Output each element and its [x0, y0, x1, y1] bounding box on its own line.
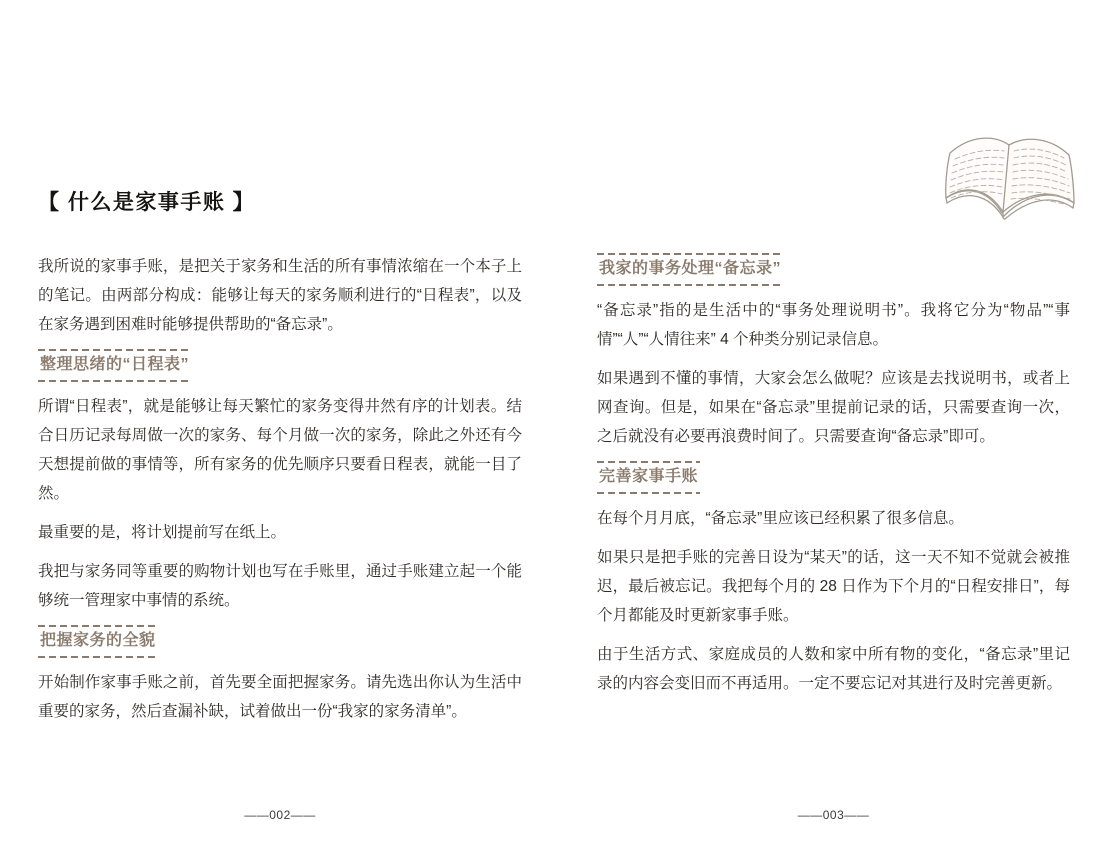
paragraph: 所谓“日程表”，就是能够让每天繁忙的家务变得井然有序的计划表。结合日历记录每周做一次的家务、每个月做一次的家务，除此之外还有今天想提前做的事情等，所有家务的优先顺序只要看日程表，就能一目了然。	[38, 398, 522, 502]
notebook-illustration	[933, 124, 1083, 236]
paragraph: 我把与家务同等重要的购物计划也写在手账里，通过手账建立起一个能够统一管理家中事情的系统。	[38, 563, 522, 609]
paragraph: 最重要的是，将计划提前写在纸上。	[38, 524, 287, 541]
paragraph: 我所说的家事手账，是把关于家务和生活的所有事情浓缩在一个本子上的笔记。由两部分构成：能够让每天的家务顺利进行的“日程表”，以及在家务遇到困难时能够提供帮助的“备忘录”。	[38, 258, 522, 333]
paragraph: 在每个月月底，“备忘录”里应该已经积累了很多信息。	[597, 510, 964, 527]
open-notebook-icon	[933, 124, 1083, 236]
paragraph: 由于生活方式、家庭成员的人数和家中所有物的变化，“备忘录”里记录的内容会变旧而不再适用。一定不要忘记对其进行及时完善更新。	[597, 646, 1070, 692]
right-page-column	[597, 243, 1070, 708]
page-number-left: ——002——	[244, 808, 316, 822]
page-title: 【 什么是家事手账 】	[38, 191, 256, 215]
paragraph: 开始制作家事手账之前，首先要全面把握家务。请先选出你认为生活中重要的家务，然后查漏补缺，试着做出一份“我家的家务清单”。	[38, 674, 522, 720]
section-heading-memo: 我家的事务处理“备忘录”	[597, 253, 783, 286]
left-page-column	[38, 252, 522, 736]
section-heading-overview: 把握家务的全貌	[38, 625, 158, 658]
section-heading-schedule: 整理思绪的“日程表”	[38, 349, 191, 382]
section-heading-improve: 完善家事手账	[597, 461, 700, 494]
paragraph: 如果只是把手账的完善日设为“某天”的话，这一天不知不觉就会被推迟，最后被忘记。我把每个月的 28 日作为下个月的“日程安排日”，每个月都能及时更新家事手账。	[597, 549, 1070, 624]
page-number-right: ——003——	[797, 808, 870, 822]
paragraph: 如果遇到不懂的事情，大家会怎么做呢？应该是去找说明书，或者上网查询。但是，如果在“备忘录”里提前记录的话，只需要查询一次，之后就没有必要再浪费时间了。只需要查询“备忘录”即可。	[597, 370, 1070, 445]
paragraph: “备忘录”指的是生活中的“事务处理说明书”。我将它分为“物品”“事情”“人”“人情往来” 4 个种类分别记录信息。	[597, 302, 1070, 348]
